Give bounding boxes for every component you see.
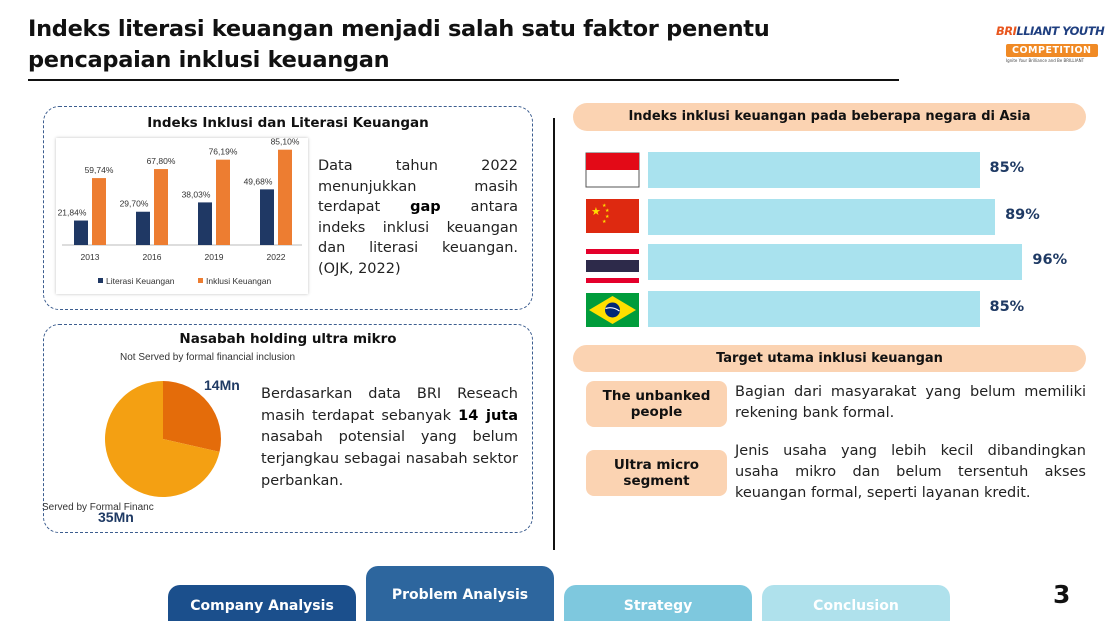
legend-swatch [198,278,203,283]
hbar-china [648,199,995,235]
hbar-indonesia [648,152,980,188]
ultra-micro-description: Jenis usaha yang lebih kecil dibandingkan usaha mikro dan belum tersentuh akses keuangan formal, seperti layanan kredit. [735,443,1086,501]
bar-inklusi-2016 [154,169,168,245]
slice-value: 14Mn [204,377,240,393]
china-flag-icon [586,199,639,233]
slice-label: Served by Formal Financ [42,502,154,513]
tab-strategy[interactable]: Strategy [564,585,752,621]
bar-literasi-2019 [198,202,212,245]
data-label: 67,80% [146,156,176,167]
target-header: Target utama inklusi keuangan [573,345,1086,372]
svg-text:★: ★ [605,208,610,214]
tab-problem-analysis[interactable]: Problem Analysis [366,566,554,621]
title-underline [28,79,899,81]
svg-text:★: ★ [605,214,610,220]
legend-swatch [98,278,103,283]
data-label: 49,68% [243,176,273,187]
data-label: 85,10% [270,136,300,147]
data-label: 29,70% [119,198,149,209]
indonesia-flag-icon [586,153,639,187]
slide-title: Indeks literasi keuangan menjadi salah satu faktor penentu pencapaian inklusi keuangan [28,16,770,73]
inclusion-gap-text: Data tahun 2022 menunjukkan masih terdapat gap antara indeks inklusi keuangan dan literasi keuangan. (OJK, 2022) [318,158,518,277]
hbar-thailand [648,244,1022,280]
tab-company-analysis[interactable]: Company Analysis [168,585,356,621]
bar-literasi-2016 [136,212,150,245]
data-label: 21,84% [57,207,87,218]
bar-literasi-2022 [260,189,274,245]
hbar-value-label: 85% [989,299,1025,315]
brilliant-youth-logo: BRILLIANT YOUTH COMPETITION Ignite Your Brilliance and Be BRILLIANT [996,24,1105,63]
hbar-value-label: 85% [989,160,1025,176]
svg-text:★: ★ [602,219,607,225]
page-number: 3 [1053,580,1071,609]
unbanked-description: Bagian dari masyarakat yang belum memiliki rekening bank formal. [735,384,1086,421]
ultra-micro-label: Ultra micro segment [586,450,727,496]
brazil-flag-icon [586,293,639,327]
slice-label: Not Served by formal financial inclusion [120,352,296,363]
x-tick-label: 2019 [204,252,224,262]
svg-text:★: ★ [591,205,601,218]
bri-research-text: Berdasarkan data BRI Reseach masih terdapat sebanyak 14 juta nasabah potensial yang belum terjangkau sebagai nasabah sektor perbankan. [261,386,518,489]
bar-literasi-2013 [74,221,88,245]
hbar-value-label: 96% [1032,252,1068,268]
bar-inklusi-2019 [216,160,230,245]
bar-inklusi-2022 [278,150,292,245]
hbar-brazil [648,291,980,327]
bar-inklusi-2013 [92,178,106,245]
data-label: 59,74% [84,165,114,176]
data-label: 38,03% [181,189,211,200]
hbar-value-label: 89% [1005,207,1040,223]
inclusion-literacy-bar-chart [56,138,308,294]
data-label: 76,19% [208,146,238,157]
panel-title: Nasabah holding ultra mikro [179,331,397,347]
tab-conclusion[interactable]: Conclusion [762,585,950,621]
panel-title: Indeks Inklusi dan Literasi Keuangan [147,115,429,131]
slice-value: 35Mn [98,509,134,525]
x-tick-label: 2013 [80,252,100,262]
vertical-divider [553,118,555,550]
svg-text:★: ★ [602,203,607,209]
legend-label: Inklusi Keuangan [206,276,272,286]
x-tick-label: 2016 [142,252,162,262]
thailand-flag-icon [586,249,639,283]
unbanked-label: The unbanked people [586,381,727,427]
legend-label: Literasi Keuangan [106,276,175,286]
asia-index-header: Indeks inklusi keuangan pada beberapa negara di Asia [573,103,1086,131]
x-tick-label: 2022 [266,252,286,262]
